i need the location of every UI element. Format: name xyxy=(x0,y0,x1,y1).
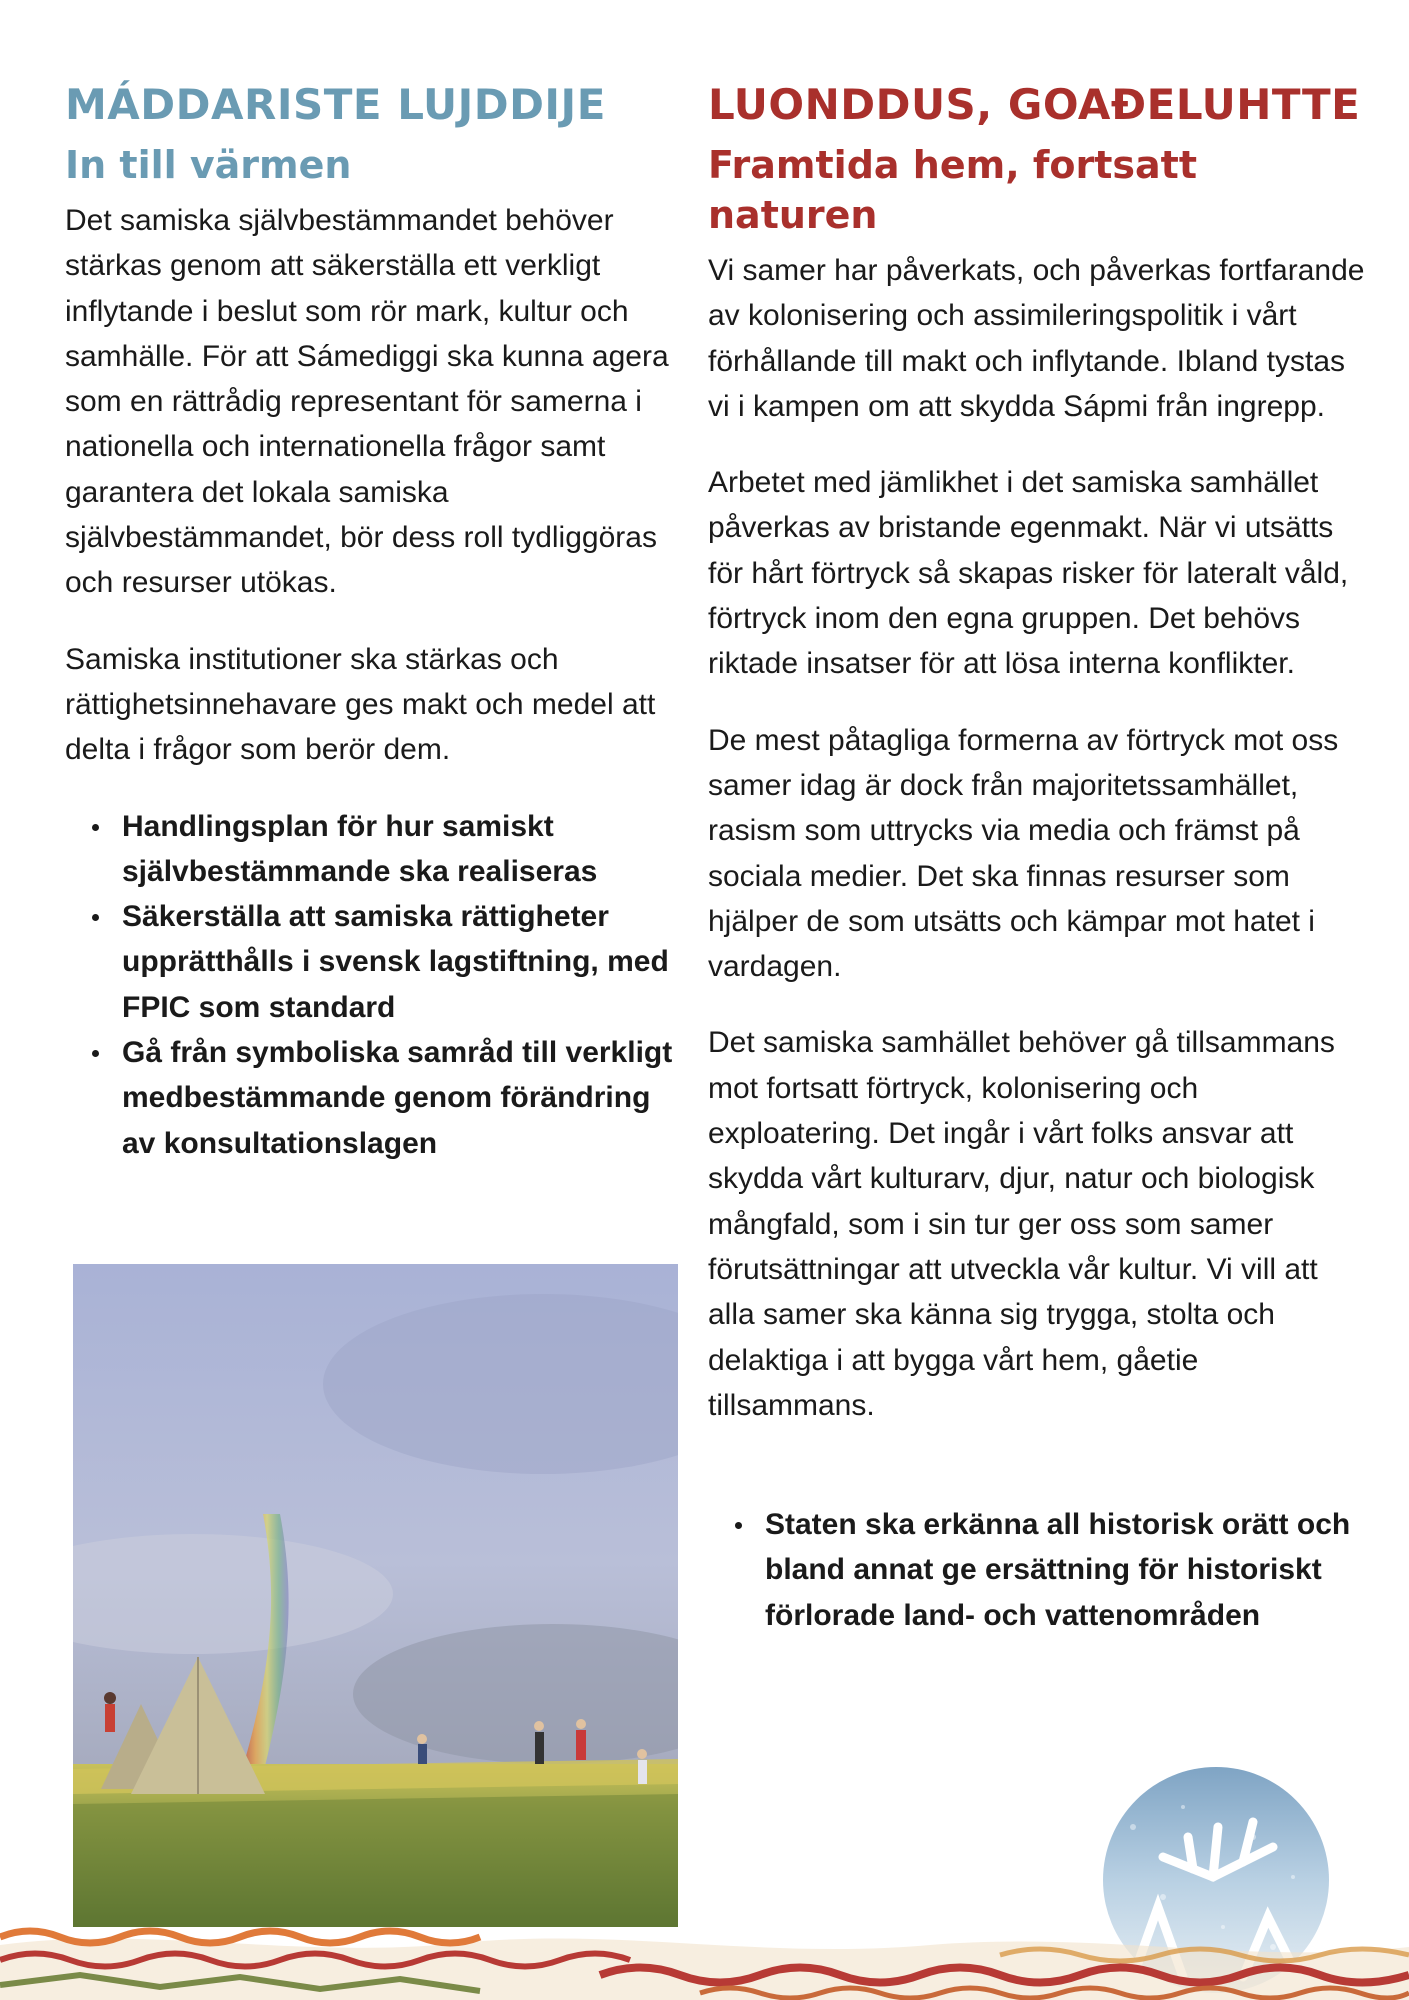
right-subheading: Framtida hem, fortsatt naturen xyxy=(708,143,1197,237)
right-column xyxy=(708,78,1368,1638)
right-paragraph-4: Det samiska samhället behöver gå tillsammans mot fortsatt förtryck, kolonisering och exploatering. Det ingår i vårt folks ansvar att skydda vårt kulturarv, djur, natur och biologisk mångfald, som i sin tur ger oss som samer förutsättningar att utveckla vår kultur. Vi vill att alla samer ska känna sig trygga, stolta och delaktiga i att bygga vårt hem, gåetie tillsammans. xyxy=(708,1026,1335,1422)
right-heading: LUONDDUS, GOAĐELUHTTE xyxy=(708,80,1361,129)
right-paragraph-1: Vi samer har påverkats, och påverkas fortfarande av kolonisering och assimileringspolitik i vårt förhållande till makt och inflytande. Ibland tystas vi i kampen om att skydda Sápmi från ingrepp. xyxy=(708,254,1365,423)
right-bullet-1: Staten ska erkänna all historisk orätt och bland annat ge ersättning för historiskt förlorade land- och vattenområden xyxy=(765,1502,1368,1638)
right-bullet-list xyxy=(708,1502,1368,1638)
left-bullet-list xyxy=(65,804,685,1166)
footer-pattern-band xyxy=(0,1905,1409,2000)
left-column xyxy=(65,78,685,1166)
left-bullet-2: Säkerställa att samiska rättigheter upprätthålls i svensk lagstiftning, med FPIC som standard xyxy=(122,894,685,1030)
left-bullet-1: Handlingsplan för hur samiskt självbestämmande ska realiseras xyxy=(122,804,685,895)
left-paragraph-2: Samiska institutioner ska stärkas och rättighetsinnehavare ges makt och medel att delta i frågor som berör dem. xyxy=(65,642,656,767)
rainbow-lavvu-image xyxy=(73,1264,678,1927)
right-paragraph-3: De mest påtagliga formerna av förtryck mot oss samer idag är dock från majoritetssamhället, rasism som uttrycks via media och främst på sociala medier. Det ska finnas resurser som hjälper de som utsätts och kämpar mot hatet i vardagen. xyxy=(708,723,1339,984)
left-bullet-3: Gå från symboliska samråd till verkligt medbestämmande genom förändring av konsultationslagen xyxy=(122,1030,685,1166)
rainbow-lavvu-photo xyxy=(73,1264,678,1927)
right-paragraph-2: Arbetet med jämlikhet i det samiska samhället påverkas av bristande egenmakt. När vi utsätts för hårt förtryck så skapas risker för lateralt våld, förtryck inom den egna gruppen. Det behövs riktade insatser för att lösa interna konflikter. xyxy=(708,466,1349,681)
left-paragraph-1: Det samiska självbestämmandet behöver stärkas genom att säkerställa ett verkligt inflytande i beslut som rör mark, kultur och samhälle. För att Sámediggi ska kunna agera som en rättrådig representant för samerna i nationella och internationella frågor samt garantera det lokala samiska självbestämmandet, bör dess roll tydliggöras och resurser utökas. xyxy=(65,204,669,600)
left-heading: MÁDDARISTE LUJDDIJE xyxy=(65,80,606,129)
left-subheading: In till värmen xyxy=(65,143,352,187)
sami-pattern-icon xyxy=(0,1905,1409,2000)
